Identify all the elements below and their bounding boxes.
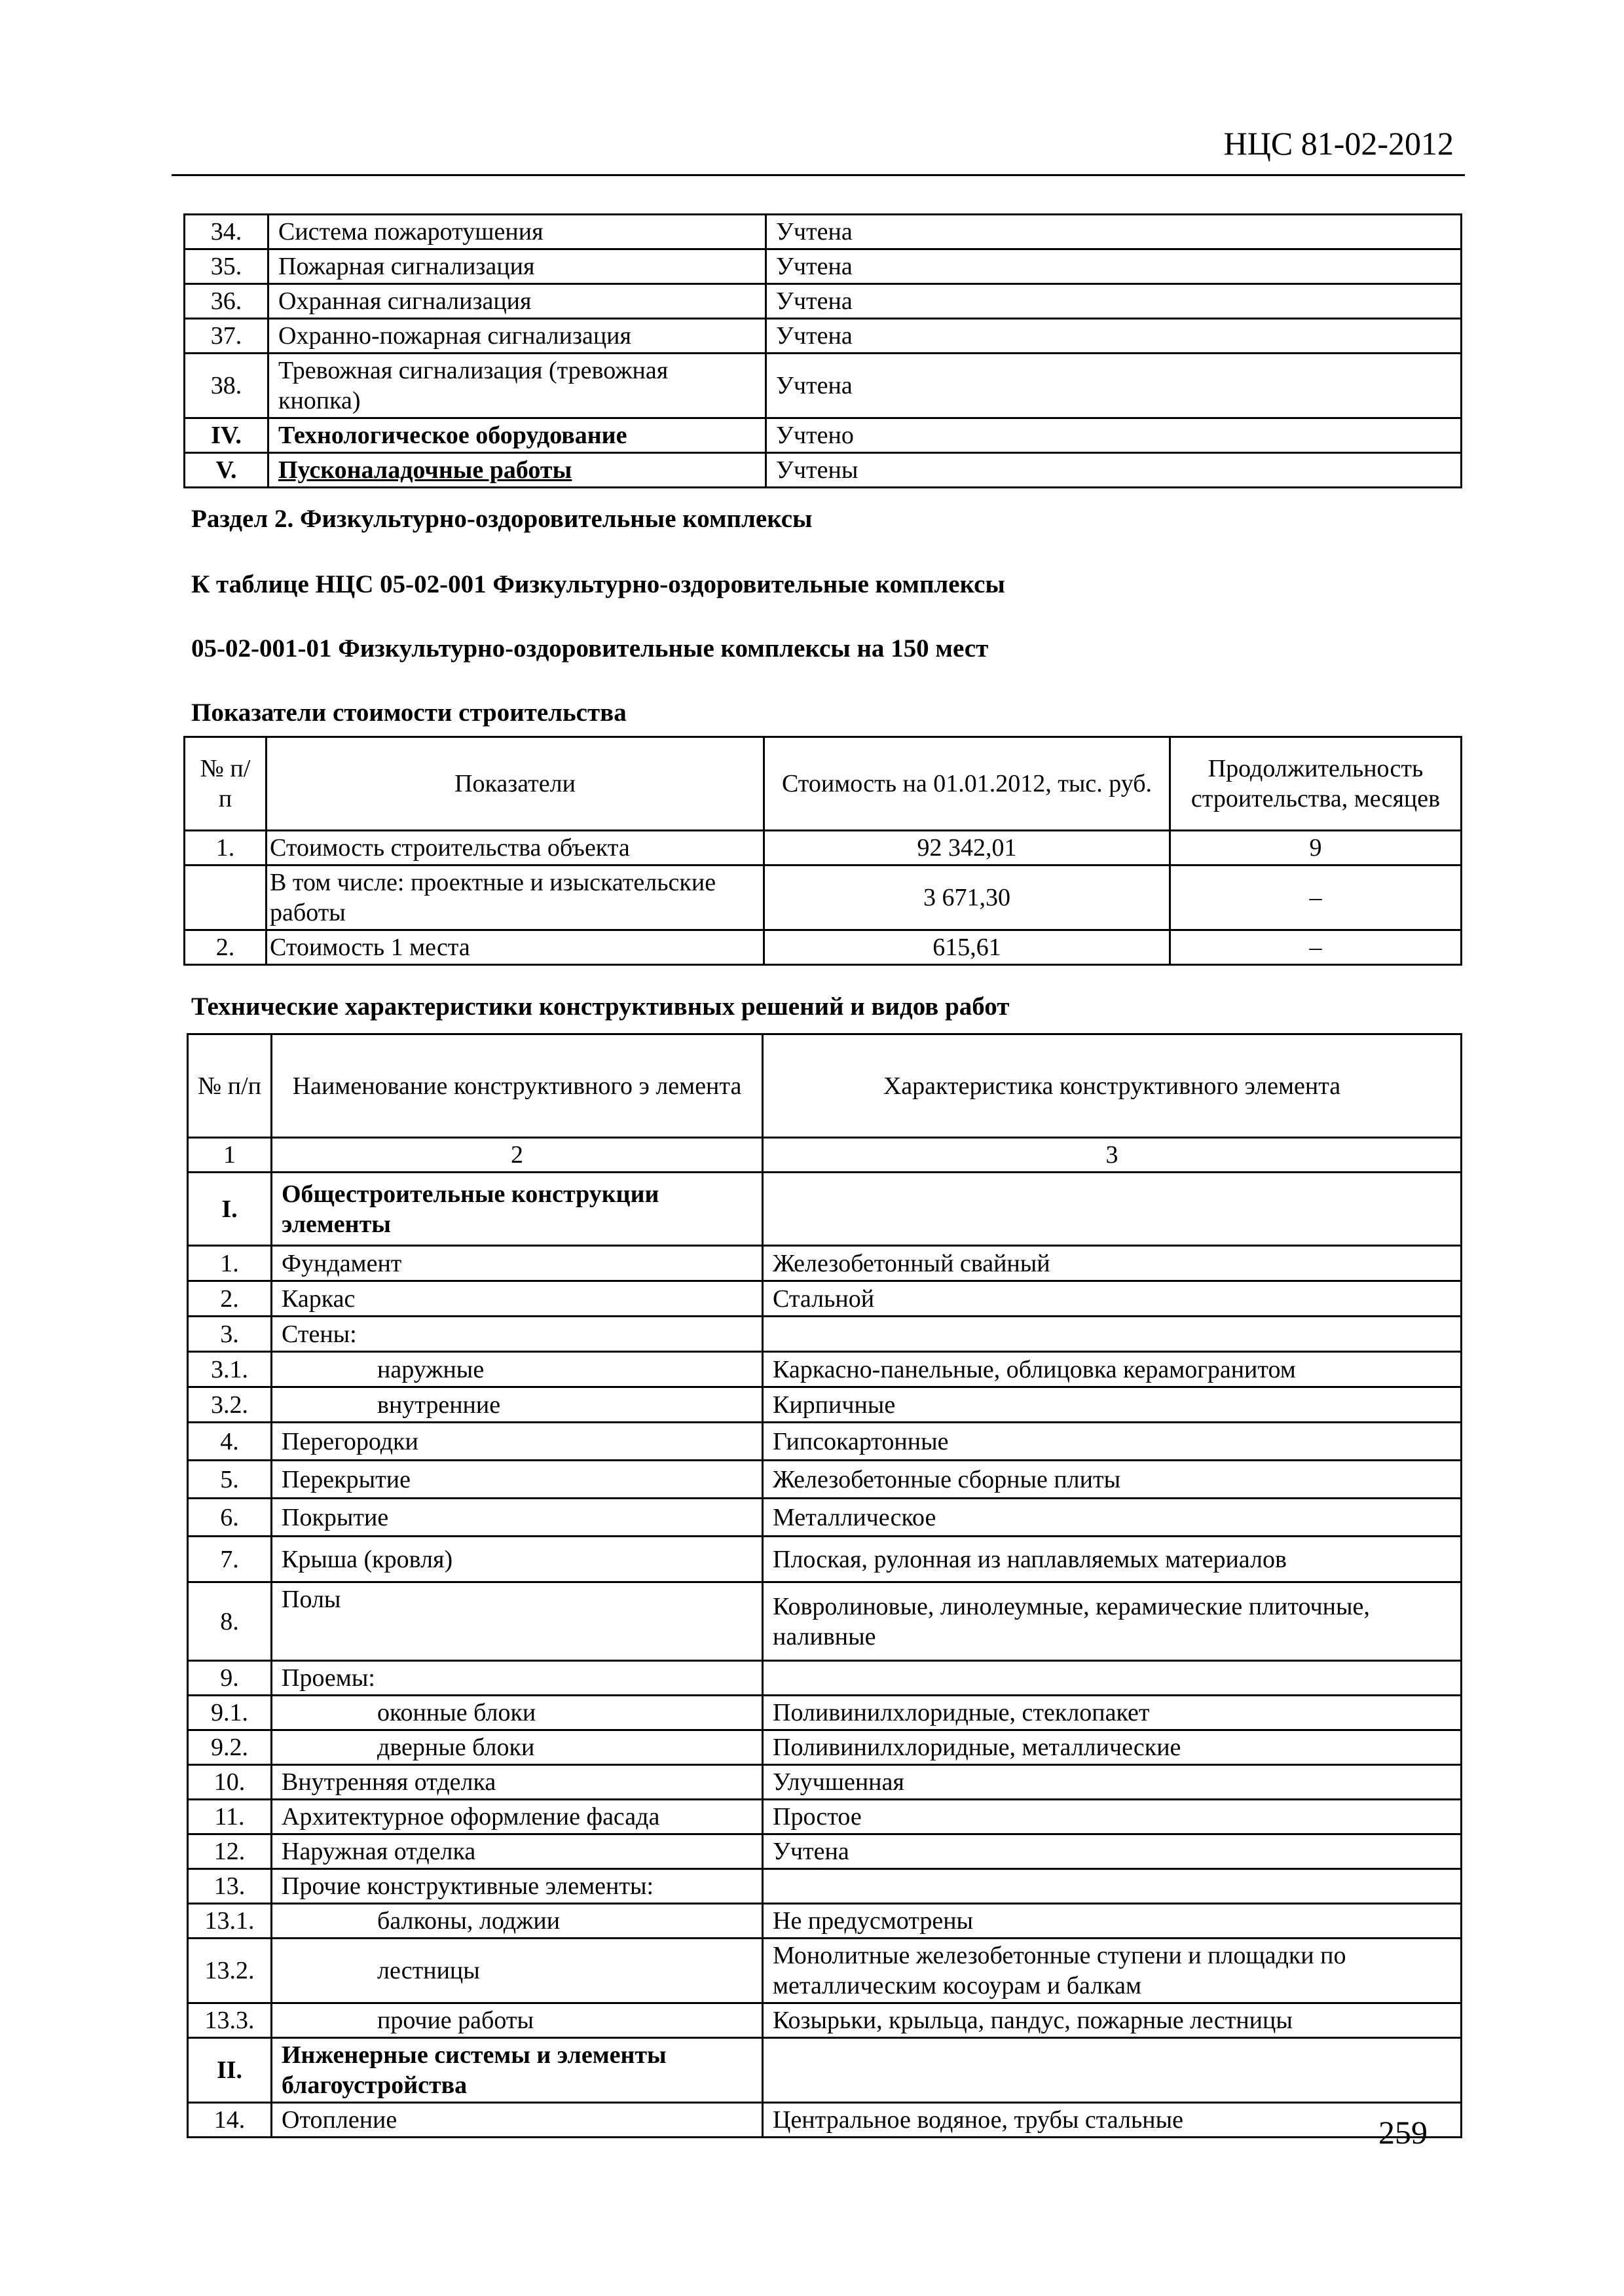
row-value: Учтены xyxy=(766,453,1462,488)
table-row xyxy=(185,930,1462,965)
table-row xyxy=(188,1696,1462,1730)
table-header-row xyxy=(188,1034,1462,1138)
document-code: НЦС 81-02-2012 xyxy=(1223,125,1454,162)
continuation-table xyxy=(183,213,1462,488)
row-number: 1. xyxy=(185,831,267,866)
row-name: внутренние xyxy=(272,1387,763,1423)
cost-table xyxy=(183,736,1462,966)
table-row xyxy=(185,215,1462,249)
row-number: 10. xyxy=(188,1765,272,1800)
row-duration: – xyxy=(1170,866,1462,930)
table-row xyxy=(188,1765,1462,1800)
table-row xyxy=(188,1499,1462,1537)
row-desc: Железобетонный свайный xyxy=(763,1246,1462,1281)
row-desc: Ковролиновые, линолеумные, керамические плиточные, наливные xyxy=(763,1582,1462,1661)
row-name: Архитектурное оформление фасада xyxy=(272,1800,763,1834)
row-name: балконы, лоджии xyxy=(272,1904,763,1939)
row-number: 11. xyxy=(188,1800,272,1834)
header-rule xyxy=(172,174,1465,176)
table-row xyxy=(188,1246,1462,1281)
row-name: Система пожаротушения xyxy=(268,215,766,249)
row-desc: Учтена xyxy=(763,1834,1462,1869)
row-desc: Железобетонные сборные плиты xyxy=(763,1461,1462,1499)
row-indicator: В том числе: проектные и изыскательские работы xyxy=(267,866,764,930)
row-number: 13.2. xyxy=(188,1939,272,2003)
header-num: № п/п xyxy=(185,737,267,831)
table-row xyxy=(185,284,1462,319)
row-value: Учтена xyxy=(766,354,1462,418)
row-duration: 9 xyxy=(1170,831,1462,866)
row-cost: 3 671,30 xyxy=(764,866,1170,930)
row-number: 1. xyxy=(188,1246,272,1281)
row-name: Фундамент xyxy=(272,1246,763,1281)
table-row xyxy=(188,2003,1462,2038)
row-number: 37. xyxy=(185,319,268,354)
row-number: 35. xyxy=(185,249,268,284)
row-desc: Монолитные железобетонные ступени и площадки по металлическим косоурам и балкам xyxy=(763,1939,1462,2003)
table-row xyxy=(188,1800,1462,1834)
row-desc xyxy=(763,2038,1462,2103)
row-name: Тревожная сигнализация (тревожная кнопка) xyxy=(268,354,766,418)
table-row xyxy=(188,1281,1462,1317)
page-number: 259 xyxy=(1378,2114,1428,2151)
row-number: I. xyxy=(188,1173,272,1246)
row-number: 12. xyxy=(188,1834,272,1869)
row-number: 13.3. xyxy=(188,2003,272,2038)
row-number: 9.1. xyxy=(188,1696,272,1730)
row-desc: Центральное водяное, трубы стальные xyxy=(763,2103,1462,2138)
column-number-row xyxy=(188,1138,1462,1173)
row-name: Каркас xyxy=(272,1281,763,1317)
table-row xyxy=(185,866,1462,930)
row-name: Отопление xyxy=(272,2103,763,2138)
row-desc: Козырьки, крыльца, пандус, пожарные лестницы xyxy=(763,2003,1462,2038)
table-row xyxy=(188,2038,1462,2103)
row-name: Инженерные системы и элементы благоустройства xyxy=(272,2038,763,2103)
row-name: Перекрытие xyxy=(272,1461,763,1499)
row-desc: Поливинилхлоридные, стеклопакет xyxy=(763,1696,1462,1730)
row-name: наружные xyxy=(272,1352,763,1387)
row-desc: Простое xyxy=(763,1800,1462,1834)
table-row xyxy=(185,319,1462,354)
header-num: № п/п xyxy=(188,1034,272,1138)
table-row xyxy=(188,1537,1462,1582)
table-row xyxy=(185,418,1462,453)
column-number: 3 xyxy=(763,1138,1462,1173)
row-name: Покрытие xyxy=(272,1499,763,1537)
table-reference-heading: К таблице НЦС 05-02-001 Физкультурно-оздоровительные комплексы xyxy=(191,570,1005,598)
row-desc: Металлическое xyxy=(763,1499,1462,1537)
cost-table-title: Показатели стоимости строительства xyxy=(191,699,627,727)
table-row xyxy=(188,1730,1462,1765)
table-row xyxy=(185,453,1462,488)
header-desc: Характеристика конструктивного элемента xyxy=(763,1034,1462,1138)
row-desc: Не предусмотрены xyxy=(763,1904,1462,1939)
row-number: 8. xyxy=(188,1582,272,1661)
row-number: 38. xyxy=(185,354,268,418)
row-value: Учтено xyxy=(766,418,1462,453)
row-name: Прочие конструктивные элементы: xyxy=(272,1869,763,1904)
table-row xyxy=(188,1661,1462,1696)
table-row xyxy=(188,1317,1462,1352)
row-number xyxy=(185,866,267,930)
row-value: Учтена xyxy=(766,215,1462,249)
row-name: Общестроительные конструкции элементы xyxy=(272,1173,763,1246)
header-duration: Продолжительность строительства, месяцев xyxy=(1170,737,1462,831)
row-indicator: Стоимость строительства объекта xyxy=(267,831,764,866)
row-desc: Стальной xyxy=(763,1281,1462,1317)
row-value: Учтена xyxy=(766,319,1462,354)
row-number: II. xyxy=(188,2038,272,2103)
row-number: 5. xyxy=(188,1461,272,1499)
table-row xyxy=(185,249,1462,284)
row-value: Учтена xyxy=(766,249,1462,284)
header-indicator: Показатели xyxy=(267,737,764,831)
row-indicator: Стоимость 1 места xyxy=(267,930,764,965)
row-name: Стены: xyxy=(272,1317,763,1352)
row-desc: Поливинилхлоридные, металлические xyxy=(763,1730,1462,1765)
row-cost: 92 342,01 xyxy=(764,831,1170,866)
row-duration: – xyxy=(1170,930,1462,965)
row-value: Учтена xyxy=(766,284,1462,319)
table-row xyxy=(188,1173,1462,1246)
row-desc: Каркасно-панельные, облицовка керамогранитом xyxy=(763,1352,1462,1387)
row-number: 2. xyxy=(185,930,267,965)
tech-table xyxy=(187,1033,1462,2138)
row-name: Проемы: xyxy=(272,1661,763,1696)
row-number: V. xyxy=(185,453,268,488)
header-name: Наименование конструктивного э лемента xyxy=(272,1034,763,1138)
table-row xyxy=(188,1904,1462,1939)
table-row xyxy=(188,1461,1462,1499)
column-number: 2 xyxy=(272,1138,763,1173)
row-number: 7. xyxy=(188,1537,272,1582)
row-number: 36. xyxy=(185,284,268,319)
row-number: 13. xyxy=(188,1869,272,1904)
row-number: 3.2. xyxy=(188,1387,272,1423)
row-name: Наружная отделка xyxy=(272,1834,763,1869)
row-number: 3.1. xyxy=(188,1352,272,1387)
row-desc: Плоская, рулонная из наплавляемых материалов xyxy=(763,1537,1462,1582)
section-heading: Раздел 2. Физкультурно-оздоровительные комплексы xyxy=(191,505,813,533)
tech-table-title: Технические характеристики конструктивных решений и видов работ xyxy=(191,993,1010,1021)
row-name: лестницы xyxy=(272,1939,763,2003)
row-number: 2. xyxy=(188,1281,272,1317)
row-number: 9.2. xyxy=(188,1730,272,1765)
row-number: 4. xyxy=(188,1423,272,1461)
table-row xyxy=(188,1582,1462,1661)
row-name: Перегородки xyxy=(272,1423,763,1461)
table-header-row xyxy=(185,737,1462,831)
row-name: Пусконаладочные работы xyxy=(268,453,766,488)
row-name: Пожарная сигнализация xyxy=(268,249,766,284)
row-number: 3. xyxy=(188,1317,272,1352)
row-name: Полы xyxy=(272,1582,763,1661)
row-number: IV. xyxy=(185,418,268,453)
row-name: дверные блоки xyxy=(272,1730,763,1765)
row-desc xyxy=(763,1173,1462,1246)
row-number: 9. xyxy=(188,1661,272,1696)
row-desc: Улучшенная xyxy=(763,1765,1462,1800)
row-name: Крыша (кровля) xyxy=(272,1537,763,1582)
table-row xyxy=(185,354,1462,418)
row-number: 34. xyxy=(185,215,268,249)
table-row xyxy=(188,1939,1462,2003)
row-name: Внутренняя отделка xyxy=(272,1765,763,1800)
row-desc: Гипсокартонные xyxy=(763,1423,1462,1461)
item-heading: 05-02-001-01 Физкультурно-оздоровительные комплексы на 150 мест xyxy=(191,634,989,663)
row-desc xyxy=(763,1661,1462,1696)
table-row xyxy=(188,1423,1462,1461)
row-desc xyxy=(763,1869,1462,1904)
row-name: Охранная сигнализация xyxy=(268,284,766,319)
row-desc: Кирпичные xyxy=(763,1387,1462,1423)
column-number: 1 xyxy=(188,1138,272,1173)
table-row xyxy=(188,1387,1462,1423)
row-number: 6. xyxy=(188,1499,272,1537)
row-name: Охранно-пожарная сигнализация xyxy=(268,319,766,354)
row-name: Технологическое оборудование xyxy=(268,418,766,453)
row-number: 13.1. xyxy=(188,1904,272,1939)
table-row xyxy=(188,1352,1462,1387)
header-cost: Стоимость на 01.01.2012, тыс. руб. xyxy=(764,737,1170,831)
row-desc xyxy=(763,1317,1462,1352)
row-name: оконные блоки xyxy=(272,1696,763,1730)
table-row xyxy=(185,831,1462,866)
row-cost: 615,61 xyxy=(764,930,1170,965)
table-row xyxy=(188,2103,1462,2138)
table-row xyxy=(188,1869,1462,1904)
row-name: прочие работы xyxy=(272,2003,763,2038)
row-number: 14. xyxy=(188,2103,272,2138)
table-row xyxy=(188,1834,1462,1869)
